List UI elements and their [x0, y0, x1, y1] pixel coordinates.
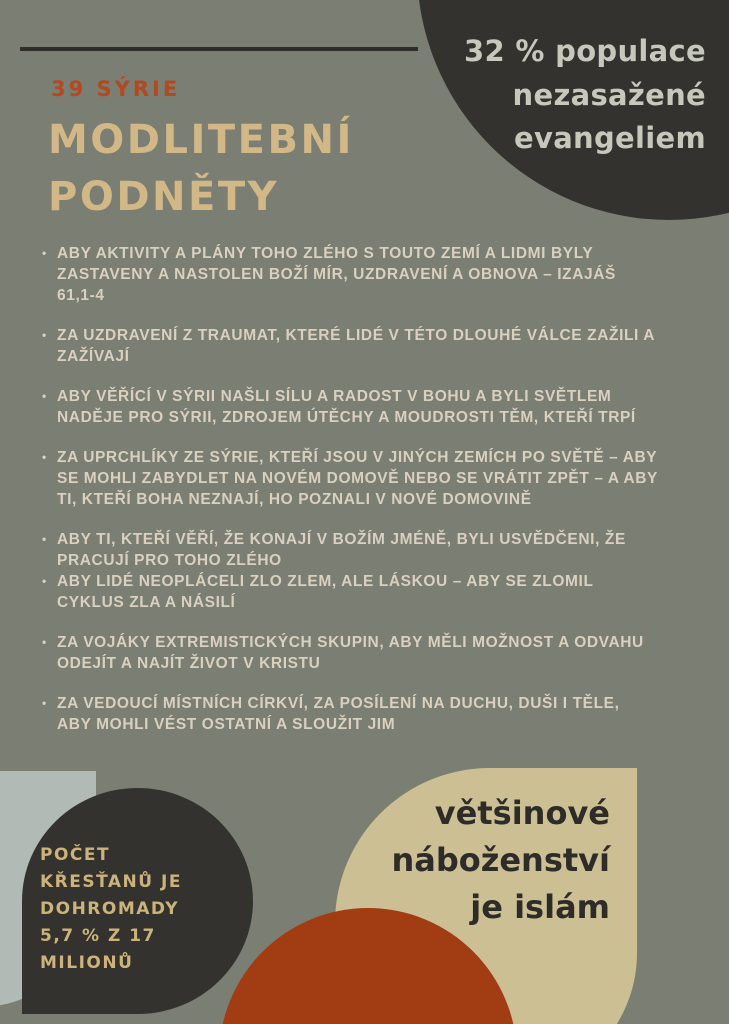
bullet-dot-icon: •: [42, 635, 47, 649]
prayer-point-text: ABY LIDÉ NEOPLÁCELI ZLO ZLEM, ALE LÁSKOU – ABY SE ZLOMIL CYKLUS ZLA A NÁSILÍ: [57, 573, 594, 611]
christians-text-line: KŘESŤANŮ JE: [40, 872, 182, 892]
prayer-point-item: [42, 325, 658, 367]
religion-text: [391, 790, 610, 931]
header-divider-line: [20, 47, 418, 51]
bullet-dot-icon: •: [42, 574, 47, 588]
bullet-dot-icon: •: [42, 389, 47, 403]
prayer-point-item: [42, 447, 658, 510]
prayer-point-text: ZA UZDRAVENÍ Z TRAUMAT, KTERÉ LIDÉ V TÉTO DLOUHÉ VÁLCE ZAŽILI A ZAŽÍVAJÍ: [57, 327, 655, 365]
religion-text-line: je islám: [470, 888, 610, 926]
christians-count-text: [22, 788, 253, 977]
christians-text-line: DOHROMADY: [40, 899, 180, 919]
prayer-points-list: [42, 243, 658, 754]
christians-text-line: POČET: [40, 845, 111, 865]
bullet-dot-icon: •: [42, 328, 47, 342]
bullet-dot-icon: •: [42, 450, 47, 464]
religion-text-line: náboženství: [391, 841, 610, 879]
religion-text-line: většinové: [434, 794, 610, 832]
christians-leaf-shape: [22, 788, 253, 1014]
stat-text-line: nezasažené: [512, 77, 706, 112]
page-title: [48, 112, 354, 226]
prayer-point-text: ABY TI, KTEŘÍ VĚŘÍ, ŽE KONAJÍ V BOŽÍM JMÉNĚ, BYLI USVĚDČENI, ŽE PRACUJÍ PRO TOHO ZLÉHO: [57, 531, 626, 569]
prayer-point-item: [42, 632, 658, 674]
bullet-dot-icon: •: [42, 532, 47, 546]
stat-text-line: 32 % populace: [464, 34, 706, 68]
page-title-line: PODNĚTY: [48, 174, 280, 220]
prayer-point-item: [42, 529, 658, 571]
prayer-point-item: [42, 243, 658, 306]
prayer-point-text: ABY VĚŘÍCÍ V SÝRII NAŠLI SÍLU A RADOST V BOHU A BYLI SVĚTLEM NADĚJE PRO SÝRII, ZDROJEM ÚTĚCHY A MOUDROSTI TĚM, KTEŘÍ TRPÍ: [57, 388, 636, 426]
christians-text-line: 5,7 % Z 17: [40, 926, 156, 946]
prayer-point-item: [42, 693, 658, 735]
prayer-point-text: ZA VOJÁKY EXTREMISTICKÝCH SKUPIN, ABY MĚLI MOŽNOST A ODVAHU ODEJÍT A NAJÍT ŽIVOT V KRISTU: [57, 634, 644, 672]
bullet-dot-icon: •: [42, 246, 47, 260]
prayer-point-text: ZA VEDOUCÍ MÍSTNÍCH CÍRKVÍ, ZA POSÍLENÍ NA DUCHU, DUŠI I TĚLE, ABY MOHLI VÉST OSTATNÍ A SLOUŽIT JIM: [57, 695, 620, 733]
page-title-line: MODLITEBNÍ: [48, 117, 354, 163]
prayer-point-text: ABY AKTIVITY A PLÁNY TOHO ZLÉHO S TOUTO ZEMÍ A LIDMI BYLY ZASTAVENY A NASTOLEN BOŽÍ MÍR, UZDRAVENÍ A OBNOVA – IZAJÁŠ 61,1-4: [57, 245, 616, 304]
prayer-point-item: [42, 571, 658, 613]
bullet-dot-icon: •: [42, 696, 47, 710]
prayer-point-item: [42, 386, 658, 428]
unreached-stat-text: [464, 30, 706, 161]
stat-text-line: evangeliem: [514, 121, 706, 155]
christians-text-line: MILIONŮ: [40, 953, 134, 973]
prayer-point-text: ZA UPRCHLÍKY ZE SÝRIE, KTEŘÍ JSOU V JINÝCH ZEMÍCH PO SVĚTĚ – ABY SE MOHLI ZABYDLET NA NOVÉM DOMOVĚ NEBO SE VRÁTIT ZPĚT – A ABY TI, KTEŘÍ BOHA NEZNAJÍ, HO POZNALI V NOVÉ DOMOVINĚ: [57, 449, 658, 508]
country-kicker: 39 SÝRIE: [51, 77, 181, 101]
